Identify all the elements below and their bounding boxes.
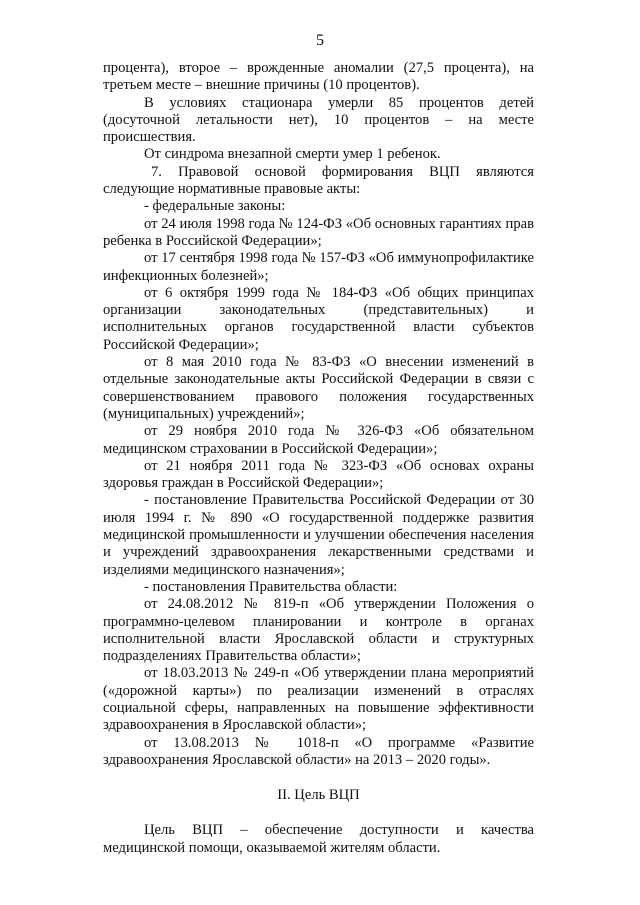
decree-item: от 13.08.2013 № 1018-п «О программе «Развитие здравоохранения Ярославской области» на 2013 – 2020 годы». (103, 734, 534, 768)
law-item: от 29 ноября 2010 года № 326-ФЗ «Об обязательном медицинском страховании в Российской Федерации»; (103, 423, 534, 457)
paragraph: процента), второе – врожденные аномалии (27,5 процента), на третьем месте – внешние причины (10 процентов). (103, 60, 534, 94)
page-number: 5 (316, 32, 324, 49)
page-content (103, 60, 534, 857)
goal-paragraph: Цель ВЦП – обеспечение доступности и качества медицинской помощи, оказываемой жителям области. (103, 822, 534, 856)
section-heading: II. Цель ВЦП (277, 787, 360, 804)
paragraph: - постановления Правительства области: (144, 578, 398, 595)
paragraph: От синдрома внезапной смерти умер 1 ребенок. (144, 146, 441, 163)
law-item: от 21 ноября 2011 года № 323-ФЗ «Об основах охраны здоровья граждан в Российской Федерации»; (103, 457, 534, 492)
law-item: от 8 мая 2010 года № 83-ФЗ «О внесении изменений в отдельные законодательные акты Российской Федерации в связи с совершенствованием правового положения государственных (муниципальных) учреждений»; (103, 354, 534, 422)
law-item: от 17 сентября 1998 года № 157-ФЗ «Об иммунопрофилактике инфекционных болезней»; (103, 250, 534, 284)
paragraph: 7. Правовой основой формирования ВЦП являются следующие нормативные правовые акты: (103, 163, 534, 198)
decree-item: - постановление Правительства Российской Федерации от 30 июля 1994 г. № 890 «О государственной поддержке развития медицинской промышленности и улучшении обеспечения населения и учреждений здравоохранения лекарственными средствами и изделиями медицинского назначения»; (103, 492, 534, 578)
law-item: от 6 октября 1999 года № 184-ФЗ «Об общих принципах организации законодательных (представительных) и исполнительных органов государственной власти субъектов Российской Федерации»; (103, 284, 534, 353)
decree-item: от 24.08.2012 № 819-п «Об утверждении Положения о программно-целевом планировании и контроле в органах исполнительной власти Ярославской области и структурных подразделениях Правительства области»; (103, 596, 534, 665)
paragraph: В условиях стационара умерли 85 процентов детей (досуточной летальности нет), 10 процентов – на месте происшествия. (103, 94, 534, 146)
paragraph: - федеральные законы: (144, 198, 286, 215)
decree-item: от 18.03.2013 № 249-п «Об утверждении плана мероприятий («дорожной карты») по реализации изменений в отраслях социальной сферы, направленных на повышение эффективности здравоохранения в Ярославской области»; (103, 665, 534, 734)
law-item: от 24 июля 1998 года № 124-ФЗ «Об основных гарантиях прав ребенка в Российской Федерации»; (103, 215, 534, 249)
